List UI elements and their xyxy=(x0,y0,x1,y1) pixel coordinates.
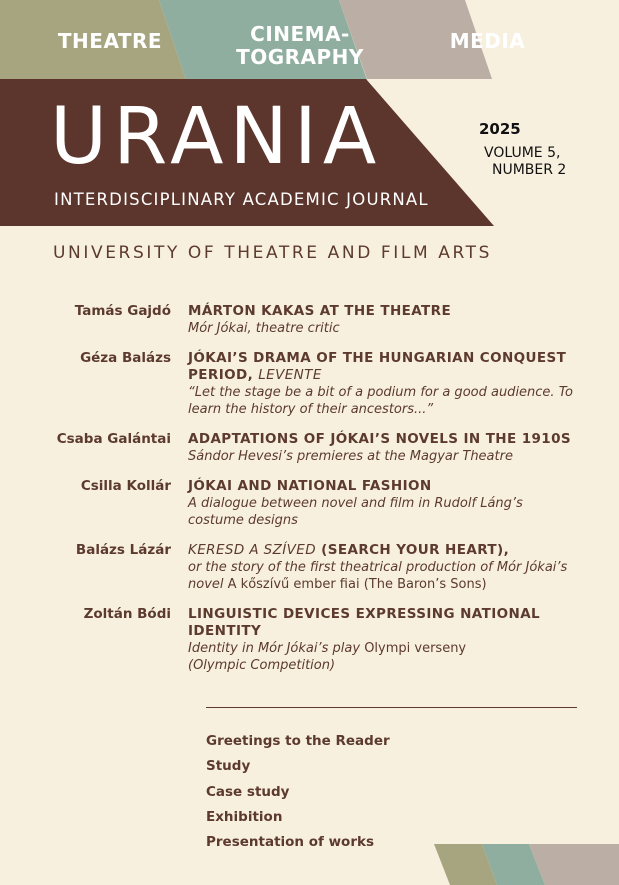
issue-volume xyxy=(484,145,566,179)
toc-subtitle-work-title: A kőszívű ember fiai (The Baron’s Sons) xyxy=(227,577,487,592)
section-item[interactable]: Presentation of works xyxy=(206,834,375,851)
toc-article xyxy=(188,303,573,337)
section-item[interactable]: Study xyxy=(206,758,251,775)
number-line: NUMBER 2 xyxy=(492,162,567,178)
toc-entry[interactable] xyxy=(0,542,619,593)
toc-subtitle-text: or the story of the first theatrical production of Mór Jókai’s novel xyxy=(188,560,568,592)
institution-name: UNIVERSITY OF THEATRE AND FILM ARTS xyxy=(53,243,493,263)
band-label-theatre: THEATRE xyxy=(57,29,163,53)
toc-entry[interactable] xyxy=(0,431,619,465)
toc-subtitle-work-title: Olympi verseny xyxy=(364,641,467,656)
toc-author: Tamás Gajdó xyxy=(74,303,171,319)
toc-article xyxy=(188,350,573,418)
toc-entry[interactable] xyxy=(0,303,619,337)
toc-article-title: JÓKAI AND NATIONAL FASHION xyxy=(188,478,432,494)
journal-title: URANIA xyxy=(50,92,383,182)
issue-year: 2025 xyxy=(479,120,521,138)
toc-article-subtitle: A dialogue between novel and film in Rudolf Láng’s costume designs xyxy=(188,496,523,528)
toc-author: Csilla Kollár xyxy=(80,478,171,494)
toc-title-italic: KERESD A SZÍVED xyxy=(188,542,317,558)
toc-subtitle-translation: (Olympic Competition) xyxy=(188,658,336,673)
toc-author: Zoltán Bódi xyxy=(83,606,171,622)
toc-article-title: MÁRTON KAKAS AT THE THEATRE xyxy=(188,303,452,319)
band-label-media: MEDIA xyxy=(449,29,526,53)
toc-article-title: ADAPTATIONS OF JÓKAI’S NOVELS IN THE 1910S xyxy=(188,431,572,447)
band-label-cinematography-line2: TOGRAPHY xyxy=(236,45,364,69)
toc-article-subtitle: Sándor Hevesi’s premieres at the Magyar Theatre xyxy=(188,449,513,464)
toc-article-subtitle xyxy=(188,559,573,593)
toc-author: Csaba Galántai xyxy=(56,431,171,447)
section-item[interactable]: Greetings to the Reader xyxy=(206,733,390,749)
toc-title-italic: LEVENTE xyxy=(258,367,322,383)
toc-entry[interactable] xyxy=(0,606,619,674)
toc-entry[interactable] xyxy=(0,350,619,418)
section-item[interactable]: Exhibition xyxy=(206,808,283,825)
journal-subtitle: INTERDISCIPLINARY ACADEMIC JOURNAL xyxy=(54,190,429,209)
toc-article xyxy=(188,478,573,529)
toc-article-title: LINGUISTIC DEVICES EXPRESSING NATIONAL IDENTITY xyxy=(188,606,541,639)
section-list xyxy=(206,729,390,855)
table-of-contents xyxy=(0,303,619,687)
toc-article-title xyxy=(188,350,573,384)
volume-line: VOLUME 5, xyxy=(484,145,561,161)
toc-author: Géza Balázs xyxy=(80,350,171,366)
toc-article xyxy=(188,431,573,465)
toc-article-subtitle xyxy=(188,640,573,674)
toc-article xyxy=(188,606,573,674)
band-label-cinematography-line1: CINEMA- xyxy=(250,22,350,46)
toc-article-title xyxy=(188,542,573,559)
toc-article-subtitle: “Let the stage be a bit of a podium for a good audience. To learn the history of their ancestors...” xyxy=(188,385,573,417)
toc-subtitle-text: Identity in Mór Jókai’s play xyxy=(188,641,361,656)
section-item[interactable]: Case study xyxy=(206,783,290,800)
toc-title-text: JÓKAI’S DRAMA OF THE HUNGARIAN CONQUEST PERIOD, xyxy=(188,350,567,383)
toc-article xyxy=(188,542,573,593)
toc-title-text: (SEARCH YOUR HEART), xyxy=(321,542,510,558)
toc-entry[interactable] xyxy=(0,478,619,529)
divider xyxy=(206,707,577,708)
toc-author: Balázs Lázár xyxy=(75,542,171,558)
toc-article-subtitle: Mór Jókai, theatre critic xyxy=(188,321,340,336)
band-label-cinematography xyxy=(205,23,395,69)
